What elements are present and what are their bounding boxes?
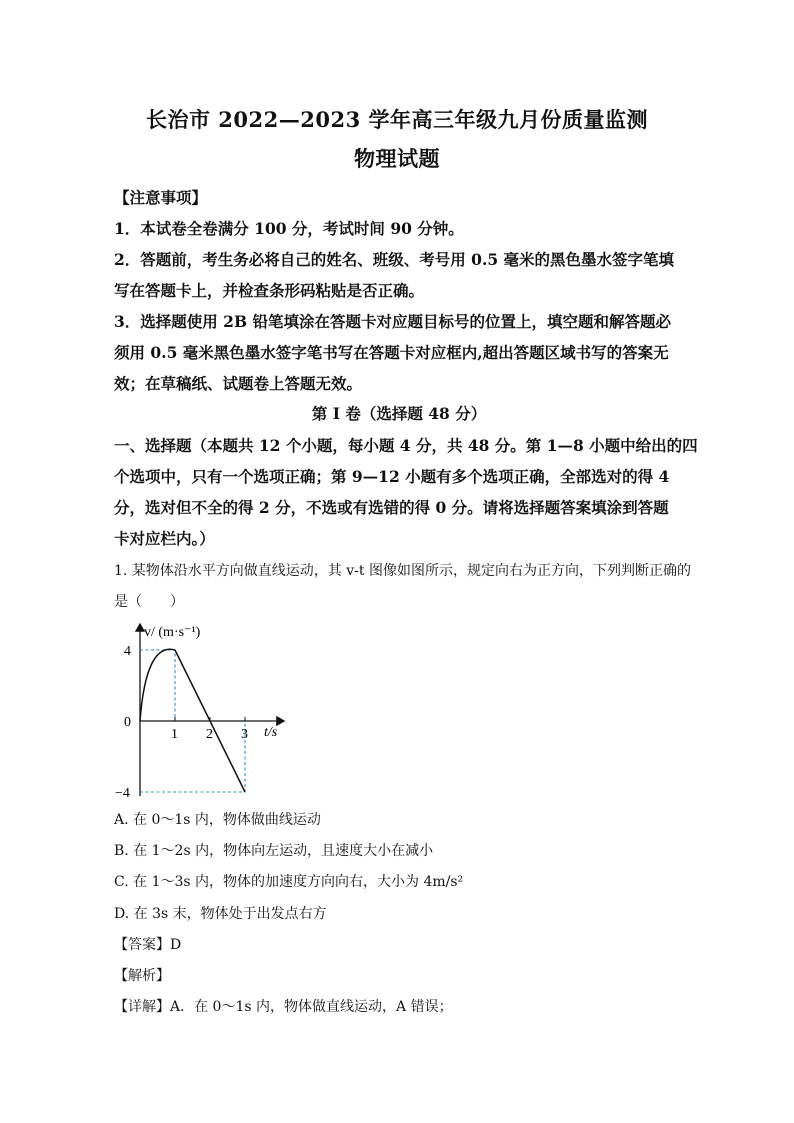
section-intro-line: 个选项中，只有一个选项正确；第 9—12 小题有多个选项正确，全部选对的得 4 [114, 467, 670, 486]
question-stem: 1. 某物体沿水平方向做直线运动，其 v-t 图像如图所示，规定向右为正方向，下列判断正确的 [114, 563, 691, 579]
question-stem-cont: 是（ ） [114, 594, 184, 610]
option-b: B. 在 1～2s 内，物体向左运动，且速度大小在减小 [114, 843, 434, 859]
x-tick-label: 3 [241, 727, 248, 742]
y-tick-label: 4 [124, 644, 131, 659]
dashed-guide [140, 721, 245, 792]
section-intro-line: 分，选对但不全的得 2 分，不选或有选错的得 0 分。请将选择题答案填涂到答题 [114, 498, 669, 517]
x-tick-label: 1 [171, 727, 178, 742]
option-d: D. 在 3s 末，物体处于出发点右方 [114, 906, 327, 922]
analysis-heading: 【解析】 [114, 968, 170, 984]
notice-line: 效；在草稿纸、试题卷上答题无效。 [114, 374, 363, 393]
notice-heading: 【注意事项】 [114, 188, 208, 207]
notice-line: 须用 0.5 毫米黑色墨水签字笔书写在答题卡对应框内,超出答题区域书写的答案无 [114, 343, 669, 362]
exam-subtitle: 物理试题 [354, 146, 440, 171]
notice-line: 1．本试卷全卷满分 100 分，考试时间 90 分钟。 [114, 219, 464, 238]
option-c: C. 在 1～3s 内，物体的加速度方向向右，大小为 4m/s² [114, 874, 464, 890]
tick-labels [115, 644, 248, 801]
section-intro-line: 卡对应栏内。） [114, 529, 215, 548]
notice-line: 写在答题卡上，并检查条形码粘贴是否正确。 [114, 281, 425, 300]
y-tick-label: 0 [124, 715, 131, 730]
section-title: 第 I 卷（选择题 48 分） [311, 404, 487, 423]
answer: 【答案】D [114, 937, 182, 953]
vt-graph [114, 614, 294, 804]
detail: 【详解】A．在 0～1s 内，物体做直线运动，A 错误； [114, 999, 453, 1015]
x-axis-label: t/s [264, 725, 278, 740]
velocity-curve [140, 649, 175, 721]
y-axis-label: v/ (m·s⁻¹) [144, 625, 201, 640]
exam-title: 长治市 2022—2023 学年高三年级九月份质量监测 [145, 107, 648, 132]
notice-line: 3．选择题使用 2B 铅笔填涂在答题卡对应题目标号的位置上，填空题和解答题必 [114, 312, 671, 331]
y-tick-label: −4 [115, 786, 130, 801]
x-tick-label: 2 [206, 727, 213, 742]
notice-line: 2．答题前，考生务必将自己的姓名、班级、考号用 0.5 毫米的黑色墨水签字笔填 [114, 250, 675, 269]
option-a: A. 在 0～1s 内，物体做曲线运动 [114, 812, 321, 828]
section-intro-line: 一、选择题（本题共 12 个小题，每小题 4 分，共 48 分。第 1—8 小题中给出的四 [114, 436, 698, 455]
